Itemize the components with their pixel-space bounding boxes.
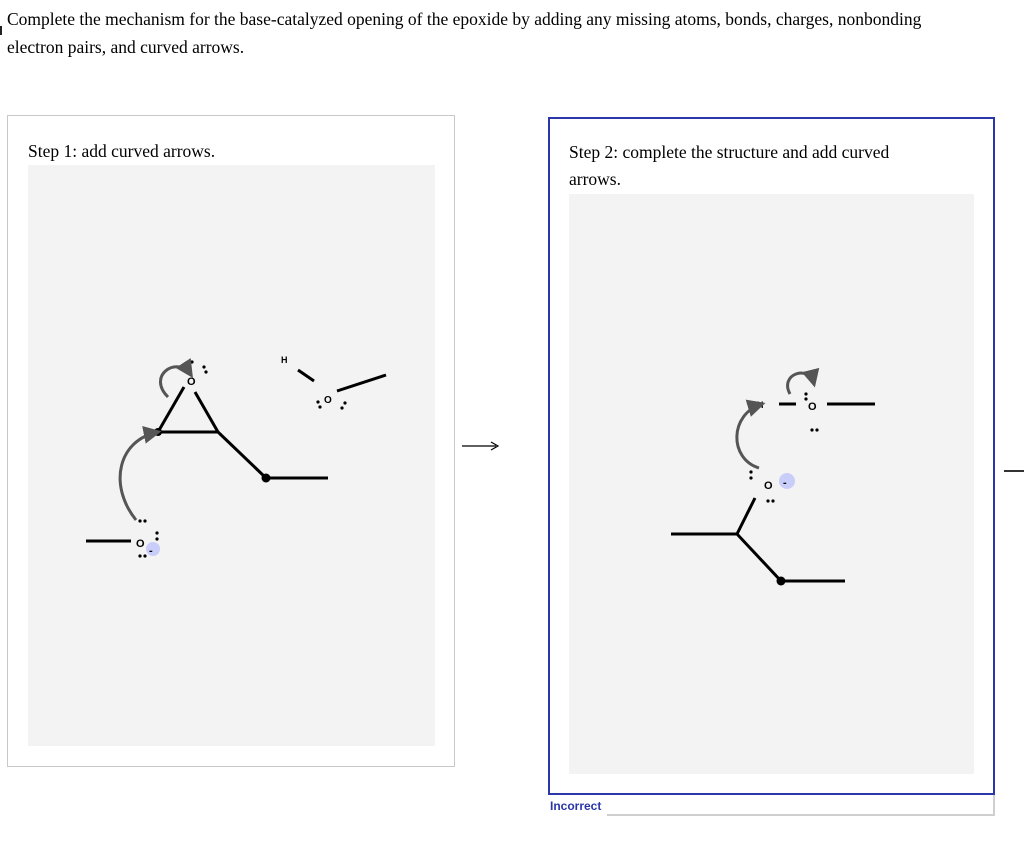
question-line-2: electron pairs, and curved arrows. bbox=[7, 37, 245, 57]
negative-charge: - bbox=[149, 545, 153, 557]
result-status: Incorrect bbox=[550, 799, 602, 813]
step2-curved-arrow-self[interactable] bbox=[788, 373, 814, 394]
next-arrow-fragment bbox=[1004, 470, 1024, 472]
step1-label: Step 1: add curved arrows. bbox=[28, 141, 216, 161]
step2-panel bbox=[548, 117, 995, 795]
epoxide-bond-co-left[interactable] bbox=[158, 387, 184, 432]
hydrogen-atom[interactable]: H bbox=[281, 355, 288, 365]
edge-marker bbox=[0, 26, 2, 35]
methanol-oxygen[interactable]: O bbox=[324, 395, 332, 406]
step2-alkoxide-oxygen[interactable]: O bbox=[764, 480, 773, 492]
epoxide-oxygen[interactable]: O bbox=[187, 376, 196, 388]
step2-label: Step 2: complete the structure and add curved arrows. bbox=[569, 142, 890, 189]
question-line-1: Complete the mechanism for the base-catalyzed opening of the epoxide by adding any missing atoms, bonds, charges, nonbonding bbox=[7, 9, 922, 29]
bond-ring-ch[interactable] bbox=[218, 432, 266, 478]
step2-structure bbox=[569, 194, 974, 774]
step1-panel bbox=[7, 115, 455, 767]
step2-bond-o-c[interactable] bbox=[737, 498, 755, 534]
question-prompt bbox=[7, 5, 1024, 61]
curved-arrow-attack[interactable] bbox=[120, 432, 158, 520]
step2-hydrogen[interactable]: H bbox=[757, 400, 764, 410]
status-divider-vertical bbox=[993, 795, 995, 816]
bond-o-ch3[interactable] bbox=[337, 375, 386, 391]
step2-drawing-canvas[interactable] bbox=[569, 194, 974, 774]
step1-drawing-canvas[interactable] bbox=[28, 165, 435, 746]
step2-curved-arrow-attack[interactable] bbox=[737, 404, 762, 468]
status-divider bbox=[607, 814, 995, 816]
step2-methanol-oxygen[interactable]: O bbox=[808, 401, 817, 413]
bond-o-h[interactable] bbox=[298, 370, 314, 381]
step2-negative-charge: - bbox=[783, 477, 787, 489]
atom-dot-c3 bbox=[262, 474, 271, 483]
methoxide-oxygen[interactable]: O bbox=[136, 538, 145, 550]
step1-structure bbox=[28, 165, 435, 746]
step2-bond-down[interactable] bbox=[737, 534, 781, 581]
reaction-arrow-icon bbox=[460, 436, 500, 456]
step2-charge-bubble bbox=[779, 473, 795, 489]
epoxide-bond-co-right[interactable] bbox=[195, 392, 218, 432]
